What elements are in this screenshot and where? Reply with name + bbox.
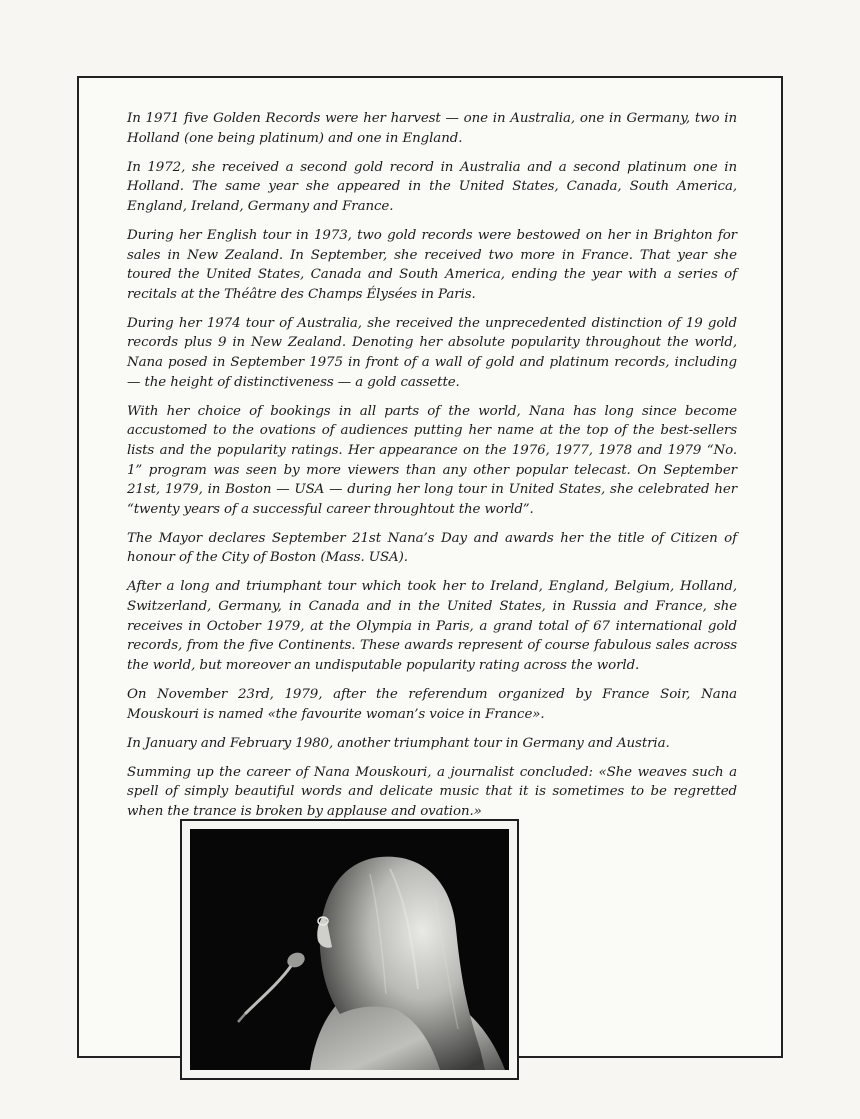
photo-frame <box>180 819 519 1080</box>
singer-silhouette-image <box>190 829 509 1070</box>
paragraph-1972: In 1972, she received a second gold record in Australia and a second platinum one in Holland. The same year she appeared in the United States, Canada, South America, England, Ireland, Germany and France. <box>127 159 737 214</box>
paragraph-bookings: With her choice of bookings in all parts of the world, Nana has long since become accustomed to the ovations of audiences putting her name at the top of the best-sellers lists and the popularity ratings. Her appearance on the 1976, 1977, 1978 and 1979 “No. 1” program was seen by more viewers than any other popular telecast. On September 21st, 1979, in Boston — USA — during her long tour in United States, she celebrated her “twenty years of a successful career throughtout the world”. <box>127 403 737 517</box>
paragraph-france-soir: On November 23rd, 1979, after the referendum organized by France Soir, Nana Mouskouri is named «the favourite woman’s voice in France». <box>127 686 737 722</box>
singer-photo <box>190 829 509 1070</box>
paragraph-1980-tour: In January and February 1980, another triumphant tour in Germany and Austria. <box>127 735 670 751</box>
paragraph-1974: During her 1974 tour of Australia, she received the unprecedented distinction of 19 gold records plus 9 in New Zealand. Denoting her absolute popularity throughout the world, Nana posed in September 1975 in front of a wall of gold and platinum records, including — the height of distinctiveness — a gold cassette. <box>127 315 737 390</box>
biography-text <box>127 109 737 831</box>
paragraph-1973: During her English tour in 1973, two gold records were bestowed on her in Brighton for sales in New Zealand. In September, she received two more in France. That year she toured the United States, Canada and South America, ending the year with a series of recitals at the Théâtre des Champs Élysées in Paris. <box>127 227 737 302</box>
paragraph-olympia: After a long and triumphant tour which took her to Ireland, England, Belgium, Holland, Switzerland, Germany, in Canada and in the United States, in Russia and France, she receives in October 1979, at the Olympia in Paris, a grand total of 67 international gold records, from the five Continents. These awards represent of course fabulous sales across the world, but moreover an undisputable popularity rating across the world. <box>127 579 737 673</box>
paragraph-1971: In 1971 five Golden Records were her harvest — one in Australia, one in Germany, two in Holland (one being platinum) and one in England. <box>127 111 737 146</box>
paragraph-journalist-quote: Summing up the career of Nana Mouskouri, a journalist concluded: «She weaves such a spell of simply beautiful words and delicate music that it is sometimes to be regretted when the trance is broken by applause and ovation.» <box>127 764 737 819</box>
paragraph-mayor: The Mayor declares September 21st Nana’s Day and awards her the title of Citizen of honour of the City of Boston (Mass. USA). <box>127 530 737 566</box>
